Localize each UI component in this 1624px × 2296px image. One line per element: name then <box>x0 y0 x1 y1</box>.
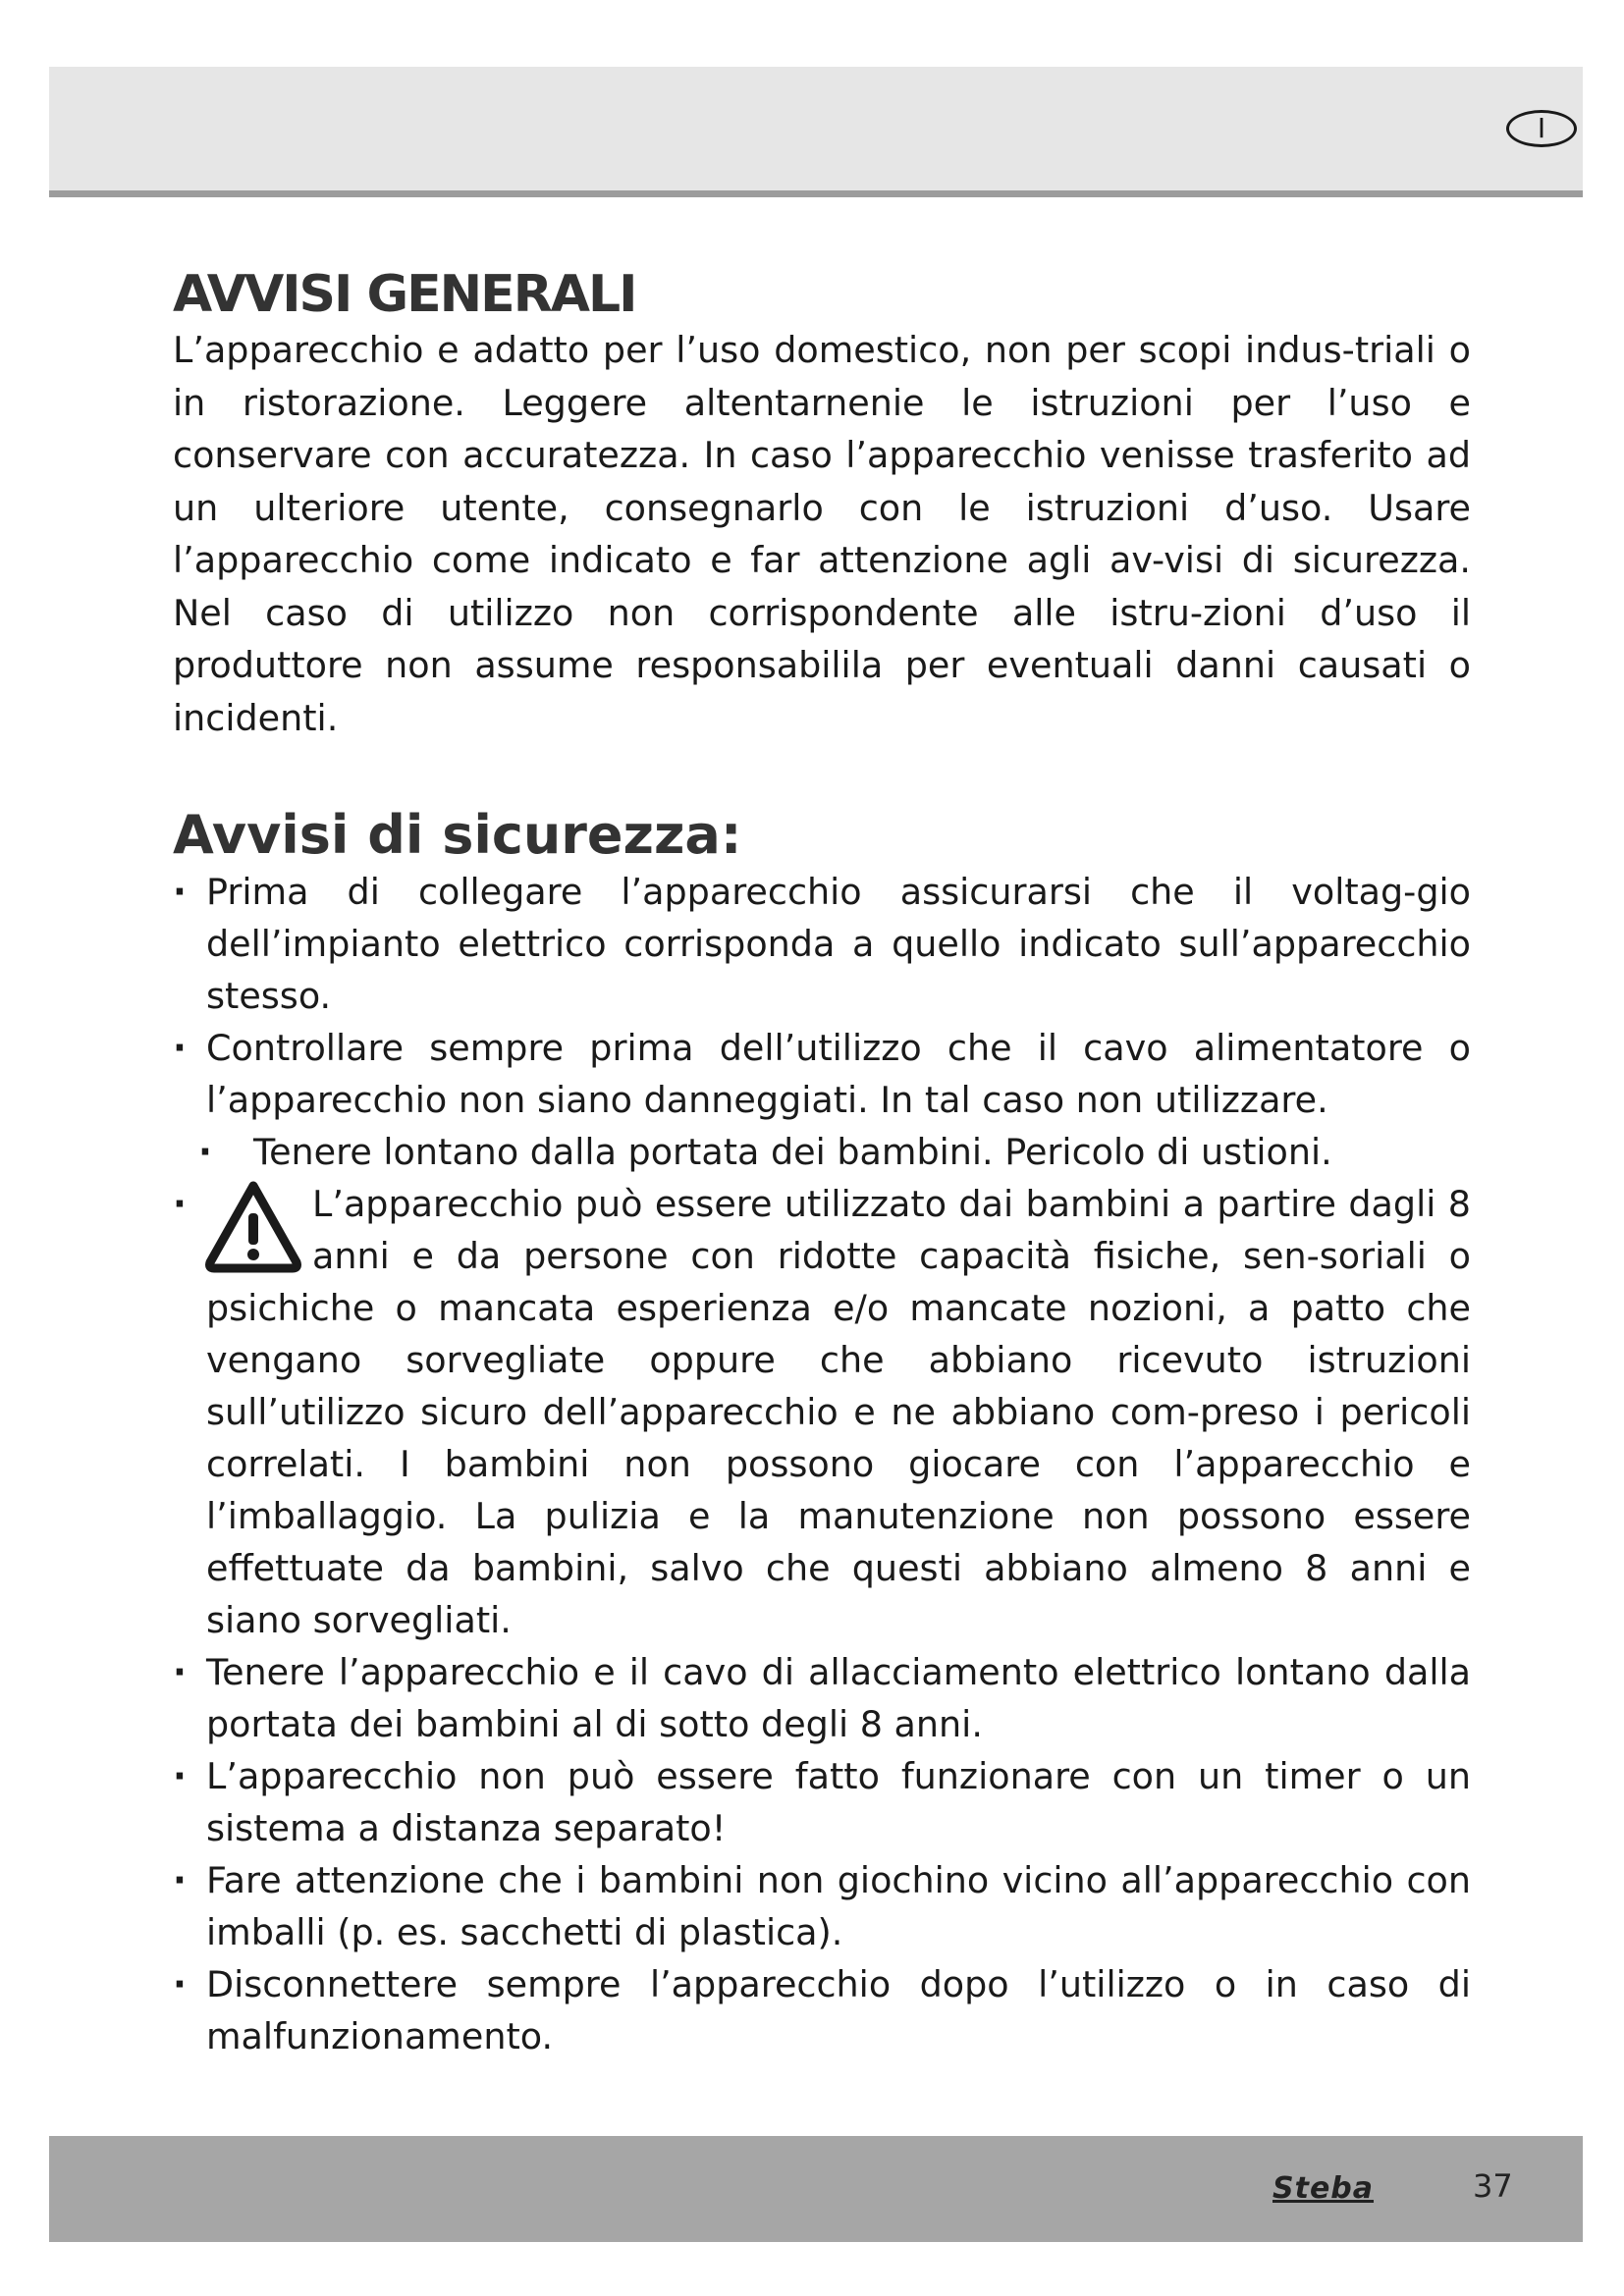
list-item-text: Controllare sempre prima dell’utilizzo che il cavo alimentatore o l’apparecchio non siano danneggiati. In tal caso non utilizzare. <box>206 1027 1471 1121</box>
list-item <box>173 1854 1471 1958</box>
safety-notices-title: Avvisi di sicurezza: <box>173 804 742 866</box>
bullet: · <box>198 1131 212 1173</box>
list-item <box>173 1178 1471 1646</box>
list-item-text: L’apparecchio può essere utilizzato dai bambini a partire dagli 8 anni e da persone con ridotte capacità fisiche, sen-soriali o psichiche o mancata esperienza e/o mancate nozioni, a patto che vengano sorvegliate oppure che abbiano ricevuto istruzioni sull’utilizzo sicuro dell’apparecchio e ne abbiano com-preso i pericoli correlati. I bambini non possono giocare con l’apparecchio e l’imballaggio. La pulizia e la manutenzione non possono essere effettuate da bambini, salvo che questi abbiano almeno 8 anni e siano sorvegliati. <box>206 1183 1471 1641</box>
bullet: · <box>173 1183 187 1225</box>
general-notices-text: L’apparecchio e adatto per l’uso domestico, non per scopi indus-triali o in ristorazione. Leggere altentarnenie le istruzioni per l’uso e conservare con accuratezza. In caso l’apparecchio venisse trasferito ad un ulteriore utente, consegnarlo con le istruzioni d’uso. Usare l’apparecchio come indicato e far attenzione agli av-visi di sicurezza. Nel caso di utilizzo non corrispondente alle istru-zioni d’uso il produttore non assume responsabilila per eventuali danni causati o incidenti. <box>173 329 1471 739</box>
list-item <box>173 866 1471 1022</box>
bullet: · <box>173 1651 187 1693</box>
bullet: · <box>173 1859 187 1901</box>
brand-logo: Steba <box>1272 2171 1375 2206</box>
list-item <box>173 1126 1471 1178</box>
list-item-text: Disconnettere sempre l’apparecchio dopo l’utilizzo o in caso di malfunzionamento. <box>206 1963 1471 2057</box>
safety-list <box>173 866 1471 2062</box>
list-item <box>173 1022 1471 1126</box>
list-item-text: Tenere l’apparecchio e il cavo di allacciamento elettrico lontano dalla portata dei bambini al di sotto degli 8 anni. <box>206 1651 1471 1745</box>
footer-bar <box>49 2136 1583 2242</box>
bullet: · <box>173 1027 187 1069</box>
list-item-text: Fare attenzione che i bambini non giochino vicino all’apparecchio con imballi (p. es. sacchetti di plastica). <box>206 1859 1471 1953</box>
list-item-text: Tenere lontano dalla portata dei bambini. Pericolo di ustioni. <box>253 1131 1332 1173</box>
warning-triangle-icon <box>202 1178 304 1276</box>
page-content <box>173 265 1471 2062</box>
list-item-text: L’apparecchio non può essere fatto funzionare con un timer o un sistema a distanza separato! <box>206 1755 1471 1849</box>
bullet: · <box>173 871 187 913</box>
page-number: 37 <box>1473 2167 1513 2205</box>
general-notices-title: AVVISI GENERALI <box>173 265 636 324</box>
list-item <box>173 1958 1471 2062</box>
header-bar <box>49 67 1583 197</box>
language-badge: I <box>1506 110 1577 147</box>
list-item <box>173 1646 1471 1750</box>
list-item-text: Prima di collegare l’apparecchio assicurarsi che il voltag-gio dell’impianto elettrico corrisponda a quello indicato sull’apparecchio stesso. <box>206 871 1471 1017</box>
bullet: · <box>173 1963 187 2005</box>
list-item <box>173 1750 1471 1854</box>
bullet: · <box>173 1755 187 1797</box>
